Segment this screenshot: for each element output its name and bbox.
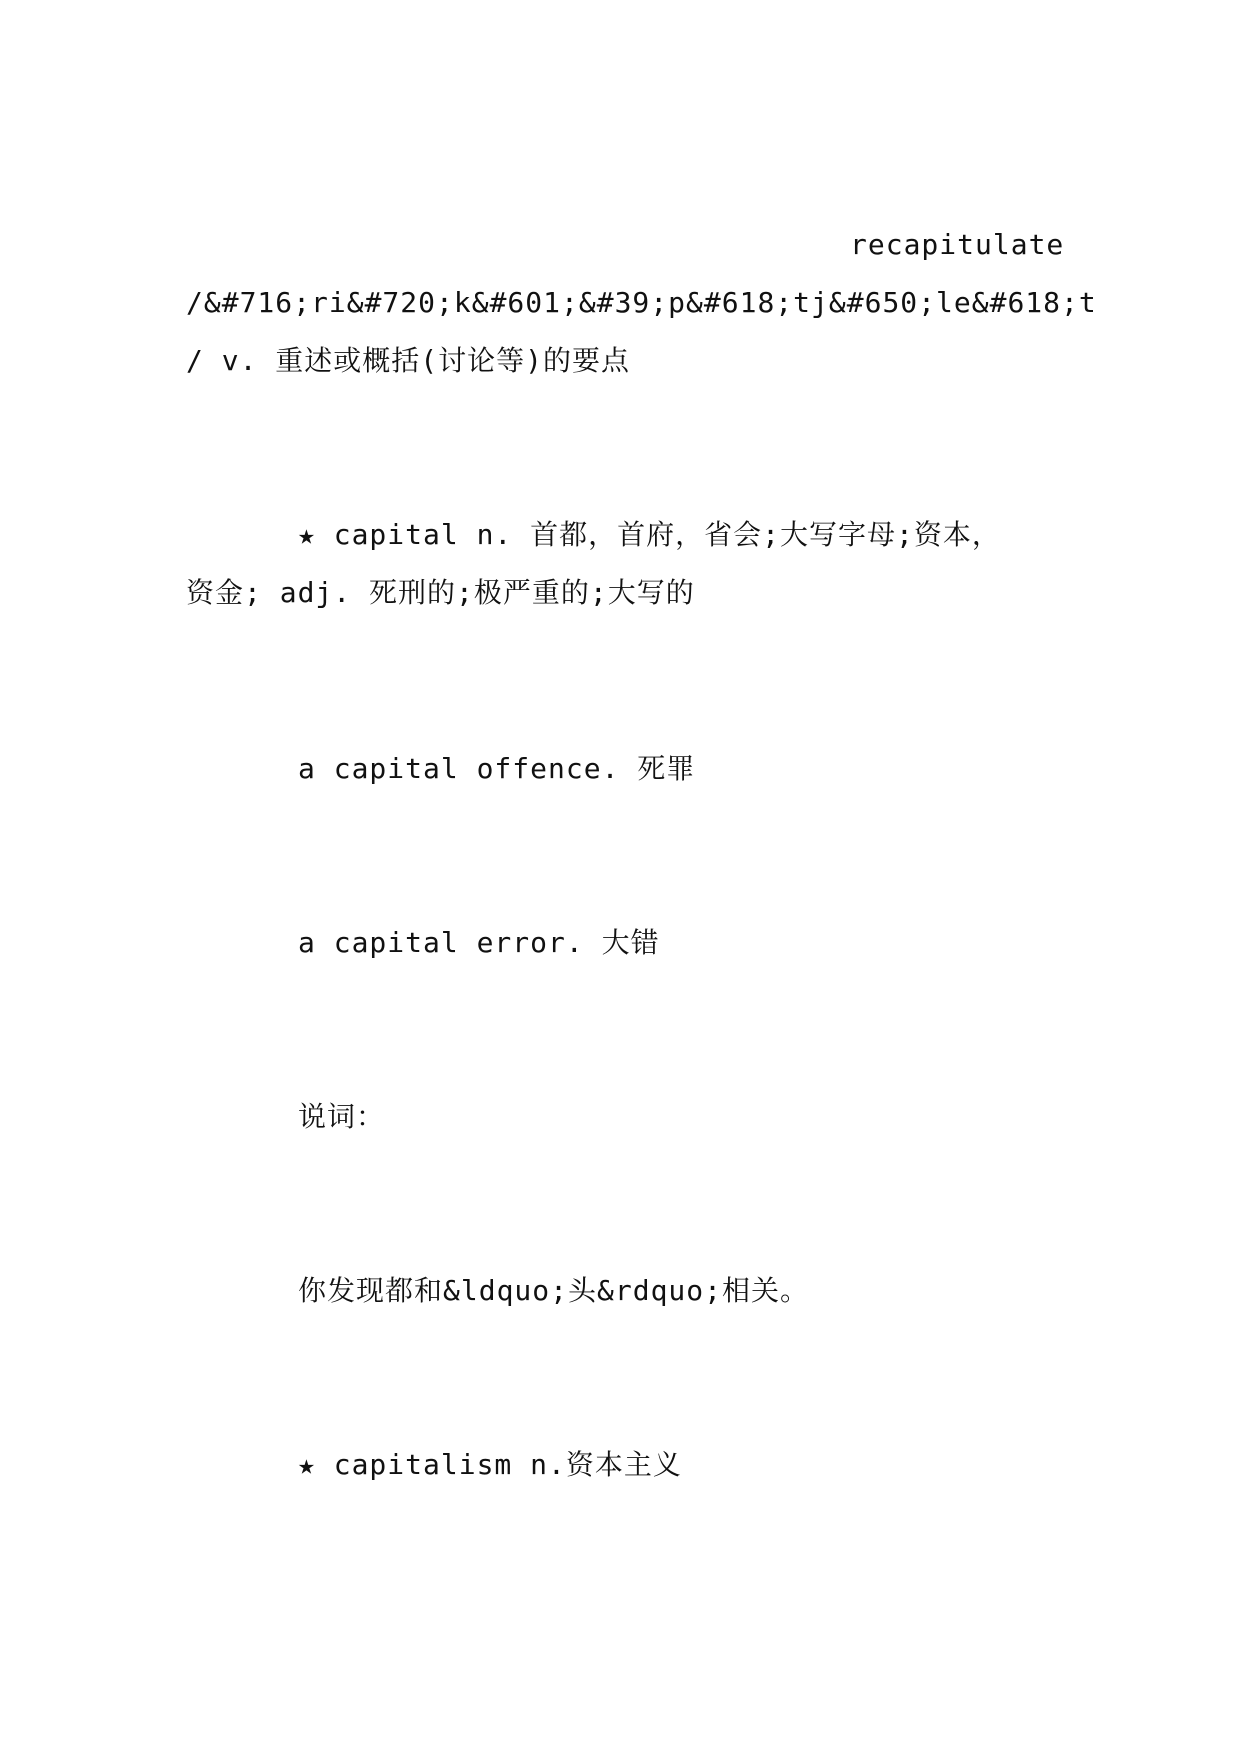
entry-capital-line2: 资金; adj. 死刑的;极严重的;大写的: [186, 576, 695, 609]
entry-capitalism: ★ capitalism n.资本主义: [298, 1448, 682, 1481]
entry-pronunciation: /&#716;ri&#720;k&#601;&#39;p&#618;tj&#650;le&#618;t: [186, 286, 1097, 319]
entry-headword-recapitulate: recapitulate: [850, 228, 1065, 261]
note-heading: 说词：: [298, 1100, 386, 1133]
example-capital-offence: a capital offence. 死罪: [298, 752, 696, 785]
entry-definition-recapitulate: / v. 重述或概括(讨论等)的要点: [186, 344, 631, 377]
note-text: 你发现都和&ldquo;头&rdquo;相关。: [298, 1274, 810, 1307]
entry-capital-line1: ★ capital n. 首都，首府，省会;大写字母;资本，: [298, 518, 1001, 551]
example-capital-error: a capital error. 大错: [298, 926, 660, 959]
